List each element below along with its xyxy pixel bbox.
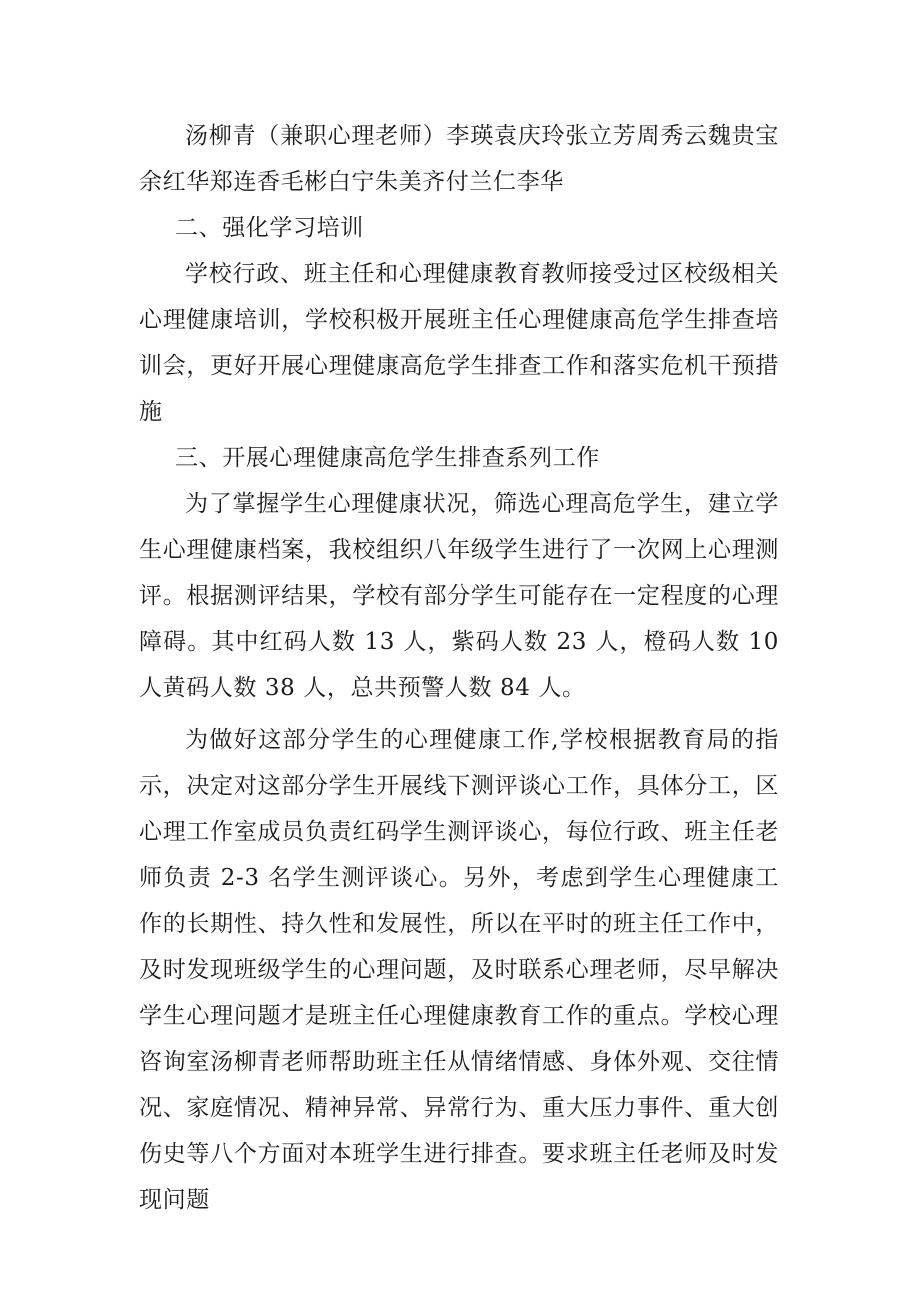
section-2-body: 学校行政、班主任和心理健康教育教师接受过区校级相关心理健康培训，学校积极开展班主任心理健康高危学生排查培训会，更好开展心理健康高危学生排查工作和落实危机干预措施 xyxy=(139,261,779,425)
section-3-paragraph-2: 为做好这部分学生的心理健康工作,学校根据教育局的指示，决定对这部分学生开展线下测评谈心工作，具体分工，区心理工作室成员负责红码学生测评谈心，每位行政、班主任老师负责 2-3 名学生测评谈心。另外，考虑到学生心理健康工作的长期性、持久性和发展性，所以在平时的班主任工作中，及时发现班级学生的心理问题，及时联系心理老师，尽早解决学生心理问题才是班主任心理健康教育工作的重点。学校心理咨询室汤柳青老师帮助班主任从情绪情感、身体外观、交往情况、家庭情况、精神异常、异常行为、重大压力事件、重大创伤史等八个方面对本班学生进行排查。要求班主任老师及时发现问题 xyxy=(139,727,779,1213)
section-3-heading: 三、开展心理健康高危学生排查系列工作 xyxy=(175,445,600,471)
staff-list-paragraph: 汤柳青（兼职心理老师）李瑛袁庆玲张立芳周秀云魏贵宝余红华郑连香毛彬白宁朱美齐付兰仁李华 xyxy=(139,123,779,195)
section-2-heading: 二、强化学习培训 xyxy=(175,215,364,241)
document-body xyxy=(139,113,779,1223)
section-3-paragraph-1: 为了掌握学生心理健康状况，筛选心理高危学生，建立学生心理健康档案，我校组织八年级学生进行了一次网上心理测评。根据测评结果，学校有部分学生可能存在一定程度的心理障碍。其中红码人数 13 人，紫码人数 23 人，橙码人数 10 人黄码人数 38 人，总共预警人数 84 人。 xyxy=(139,491,779,701)
